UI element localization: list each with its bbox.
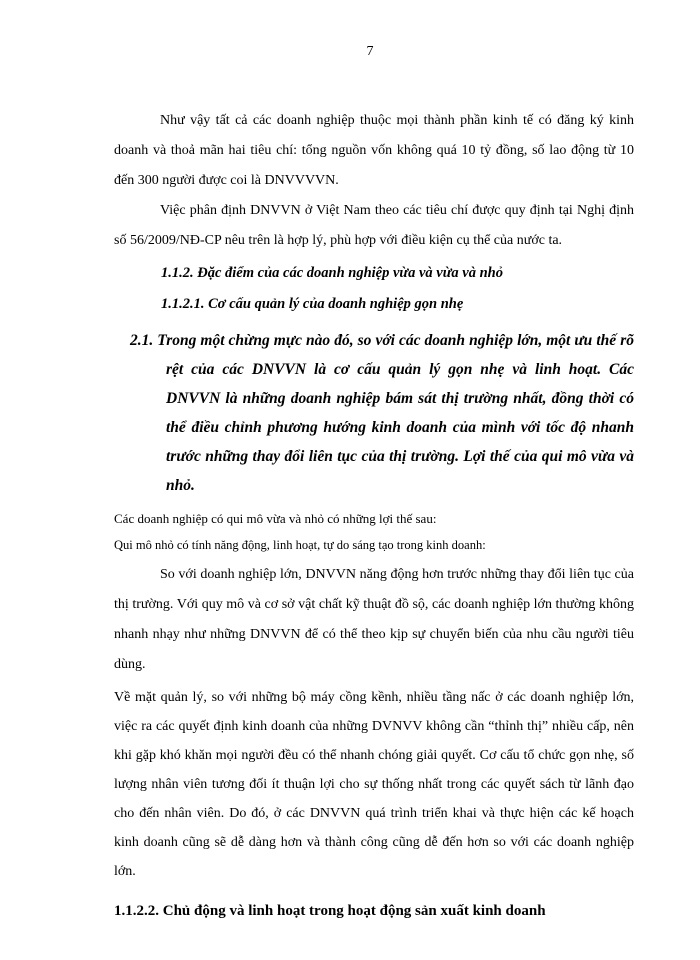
- paragraph-decree-classification: Việc phân định DNVVN ở Việt Nam theo các tiêu chí được quy định tại Nghị định số 56/2009/NĐ-CP nêu trên là hợp lý, phù hợp với điều kiện cụ thể của nước ta.: [114, 203, 634, 248]
- paragraph-management-comparison: Về mặt quản lý, so với những bộ máy cồng kềnh, nhiều tầng nấc ở các doanh nghiệp lớn, việc ra các quyết định kinh doanh của những DVNVV không cần “thỉnh thị” nhiều cấp, nên khi gặp khó khăn mọi người đều có thể nhanh chóng giải quyết. Cơ cấu tổ chức gọn nhẹ, số lượng nhân viên tương đối ít thuận lợi cho sự thống nhất trong các quyết sách từ lãnh đạo cho đến nhân viên. Do đó, ở các DNVVN quá trình triển khai và thực hiện các kế hoạch kinh doanh cũng sẽ dễ dàng hơn và thành công cũng dễ đến hơn so với các doanh nghiệp lớn.: [114, 690, 634, 879]
- heading-proactive-flexible: 1.1.2.2. Chủ động và linh hoạt trong hoạt động sản xuất kinh doanh: [114, 903, 546, 919]
- paragraph-management-advantage: 2.1. Trong một chừng mực nào đó, so với các doanh nghiệp lớn, một ưu thế rõ rệt của các DNVVN là cơ cấu quản lý gọn nhẹ và linh hoạt. Các DNVVN là những doanh nghiệp bám sát thị trường nhất, đồng thời có thể điều chỉnh phương hướng kinh doanh của mình với tốc độ nhanh trước những thay đổi liên tục của thị trường. Lợi thế của qui mô vừa và nhỏ.: [130, 332, 634, 494]
- paragraph-dynamic-comparison: So với doanh nghiệp lớn, DNVVN năng động hơn trước những thay đổi liên tục của thị trường. Với quy mô và cơ sở vật chất kỹ thuật đồ sộ, các doanh nghiệp lớn thường không nhanh nhạy như những DNVVN để có thể theo kịp sự chuyển biến của nhu cầu người tiêu dùng.: [114, 567, 634, 672]
- heading-management-structure: 1.1.2.1. Cơ cấu quản lý của doanh nghiệp gọn nhẹ: [161, 296, 464, 312]
- paragraph-flexibility: Qui mô nhỏ có tính năng động, linh hoạt, tự do sáng tạo trong kinh doanh:: [114, 538, 486, 552]
- paragraph-advantages-intro: Các doanh nghiệp có qui mô vừa và nhỏ có những lợi thế sau:: [114, 511, 437, 526]
- document-body: [114, 106, 634, 926]
- page-number: 7: [366, 44, 374, 59]
- paragraph-sme-criteria: Như vậy tất cả các doanh nghiệp thuộc mọi thành phần kinh tế có đăng ký kinh doanh và thoả mãn hai tiêu chí: tổng nguồn vốn không quá 10 tỷ đồng, số lao động từ 10 đến 300 người được coi là DNVVVVN.: [114, 113, 634, 188]
- heading-sme-characteristics: 1.1.2. Đặc điểm của các doanh nghiệp vừa và vừa và nhỏ: [161, 265, 503, 281]
